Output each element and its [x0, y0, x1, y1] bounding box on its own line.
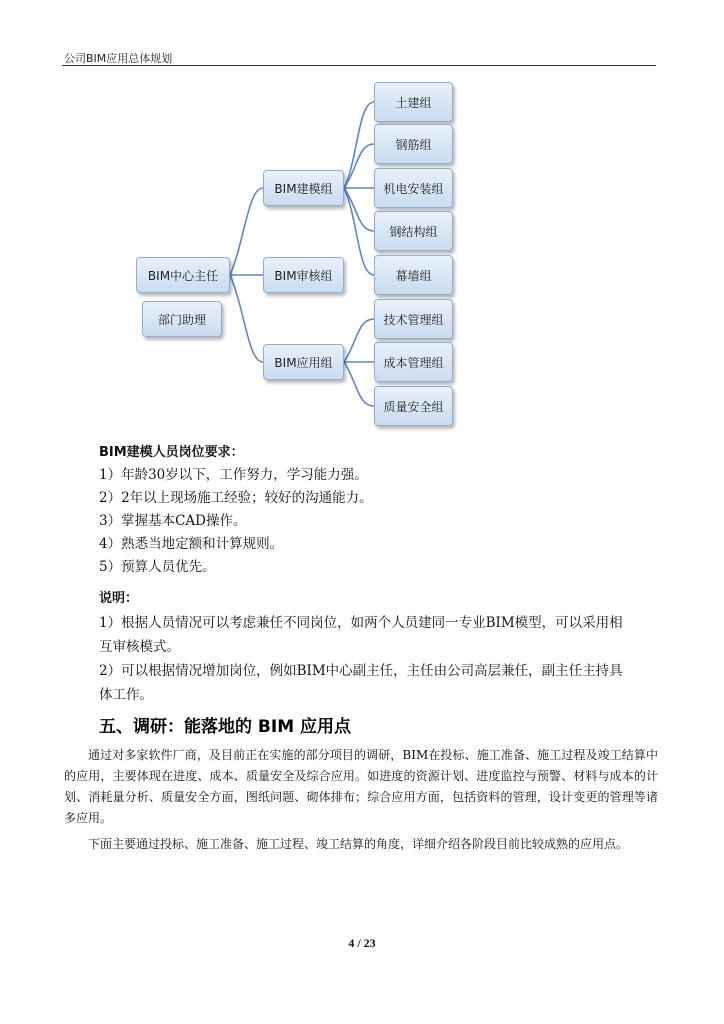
- body-paragraph: 下面主要通过投标、施工准备、施工过程、竣工结算的角度，详细介绍各阶段目前比较成熟的应用点。: [88, 837, 629, 851]
- node-tech-mgmt-group: 技术管理组: [374, 299, 453, 339]
- requirement-item: 2）2年以上现场施工经验；较好的沟通能力。: [99, 490, 373, 506]
- org-chart-connectors: [0, 0, 724, 440]
- node-review-group: BIM审核组: [263, 257, 344, 293]
- section-heading: 五、调研：能落地的 BIM 应用点: [99, 717, 352, 737]
- requirements-title: BIM建模人员岗位要求：: [99, 445, 244, 460]
- connector-modeling-steel: [344, 188, 374, 231]
- connector-application-tech: [344, 319, 374, 362]
- note-line: 1）根据人员情况可以考虑兼任不同岗位，如两个人员建同一专业BIM模型，可以采用相: [99, 615, 623, 631]
- node-application-group: BIM应用组: [263, 344, 344, 380]
- requirement-item: 4）熟悉当地定额和计算规则。: [99, 536, 284, 552]
- node-rebar-group: 钢筋组: [374, 124, 453, 164]
- requirement-item: 3）掌握基本CAD操作。: [99, 513, 247, 529]
- page-number: 4 / 23: [348, 936, 376, 950]
- connector-modeling-rebar: [344, 144, 374, 188]
- connector-director-application: [230, 275, 263, 362]
- running-header: 公司BIM应用总体规划: [64, 52, 173, 65]
- connector-application-quality: [344, 362, 374, 406]
- requirements-section: [99, 441, 373, 579]
- note-line: 2）可以根据情况增加岗位，例如BIM中心副主任，主任由公司高层兼任，副主任主持具: [99, 663, 623, 679]
- node-mep-group: 机电安装组: [374, 168, 453, 208]
- org-chart: [0, 0, 724, 440]
- note-line: 互审核模式。: [99, 639, 180, 655]
- notes-title: 说明：: [99, 591, 139, 606]
- requirement-item: 5）预算人员优先。: [99, 559, 216, 575]
- requirement-item: 1）年龄30岁以下，工作努力，学习能力强。: [99, 467, 368, 483]
- node-modeling-group: BIM建模组: [263, 170, 344, 206]
- node-civil-group: 土建组: [374, 82, 453, 122]
- connector-modeling-curtain: [344, 188, 374, 275]
- node-steel-group: 钢结构组: [374, 211, 453, 251]
- notes-section: [99, 587, 623, 707]
- body-paragraph: 通过对多家软件厂商，及目前正在实施的部分项目的调研，BIM在投标、施工准备、施工过程及竣工结算中的应用，主要体现在进度、成本、质量安全及综合应用。如进度的资源计划、进度监控与预警、材料与成本的计划、消耗量分析、质量安全方面，图纸问题、砌体排布；综合应用方面，包括资料的管理，设计变更的管理等诸多应用。: [64, 748, 658, 825]
- node-curtain-wall-group: 幕墙组: [374, 255, 453, 295]
- node-department-assistant: 部门助理: [142, 301, 222, 337]
- node-quality-safety-group: 质量安全组: [374, 386, 453, 426]
- note-line: 体工作。: [99, 687, 153, 703]
- node-cost-mgmt-group: 成本管理组: [374, 342, 453, 382]
- connector-director-modeling: [230, 188, 263, 275]
- node-bim-director: BIM中心主任: [136, 257, 230, 293]
